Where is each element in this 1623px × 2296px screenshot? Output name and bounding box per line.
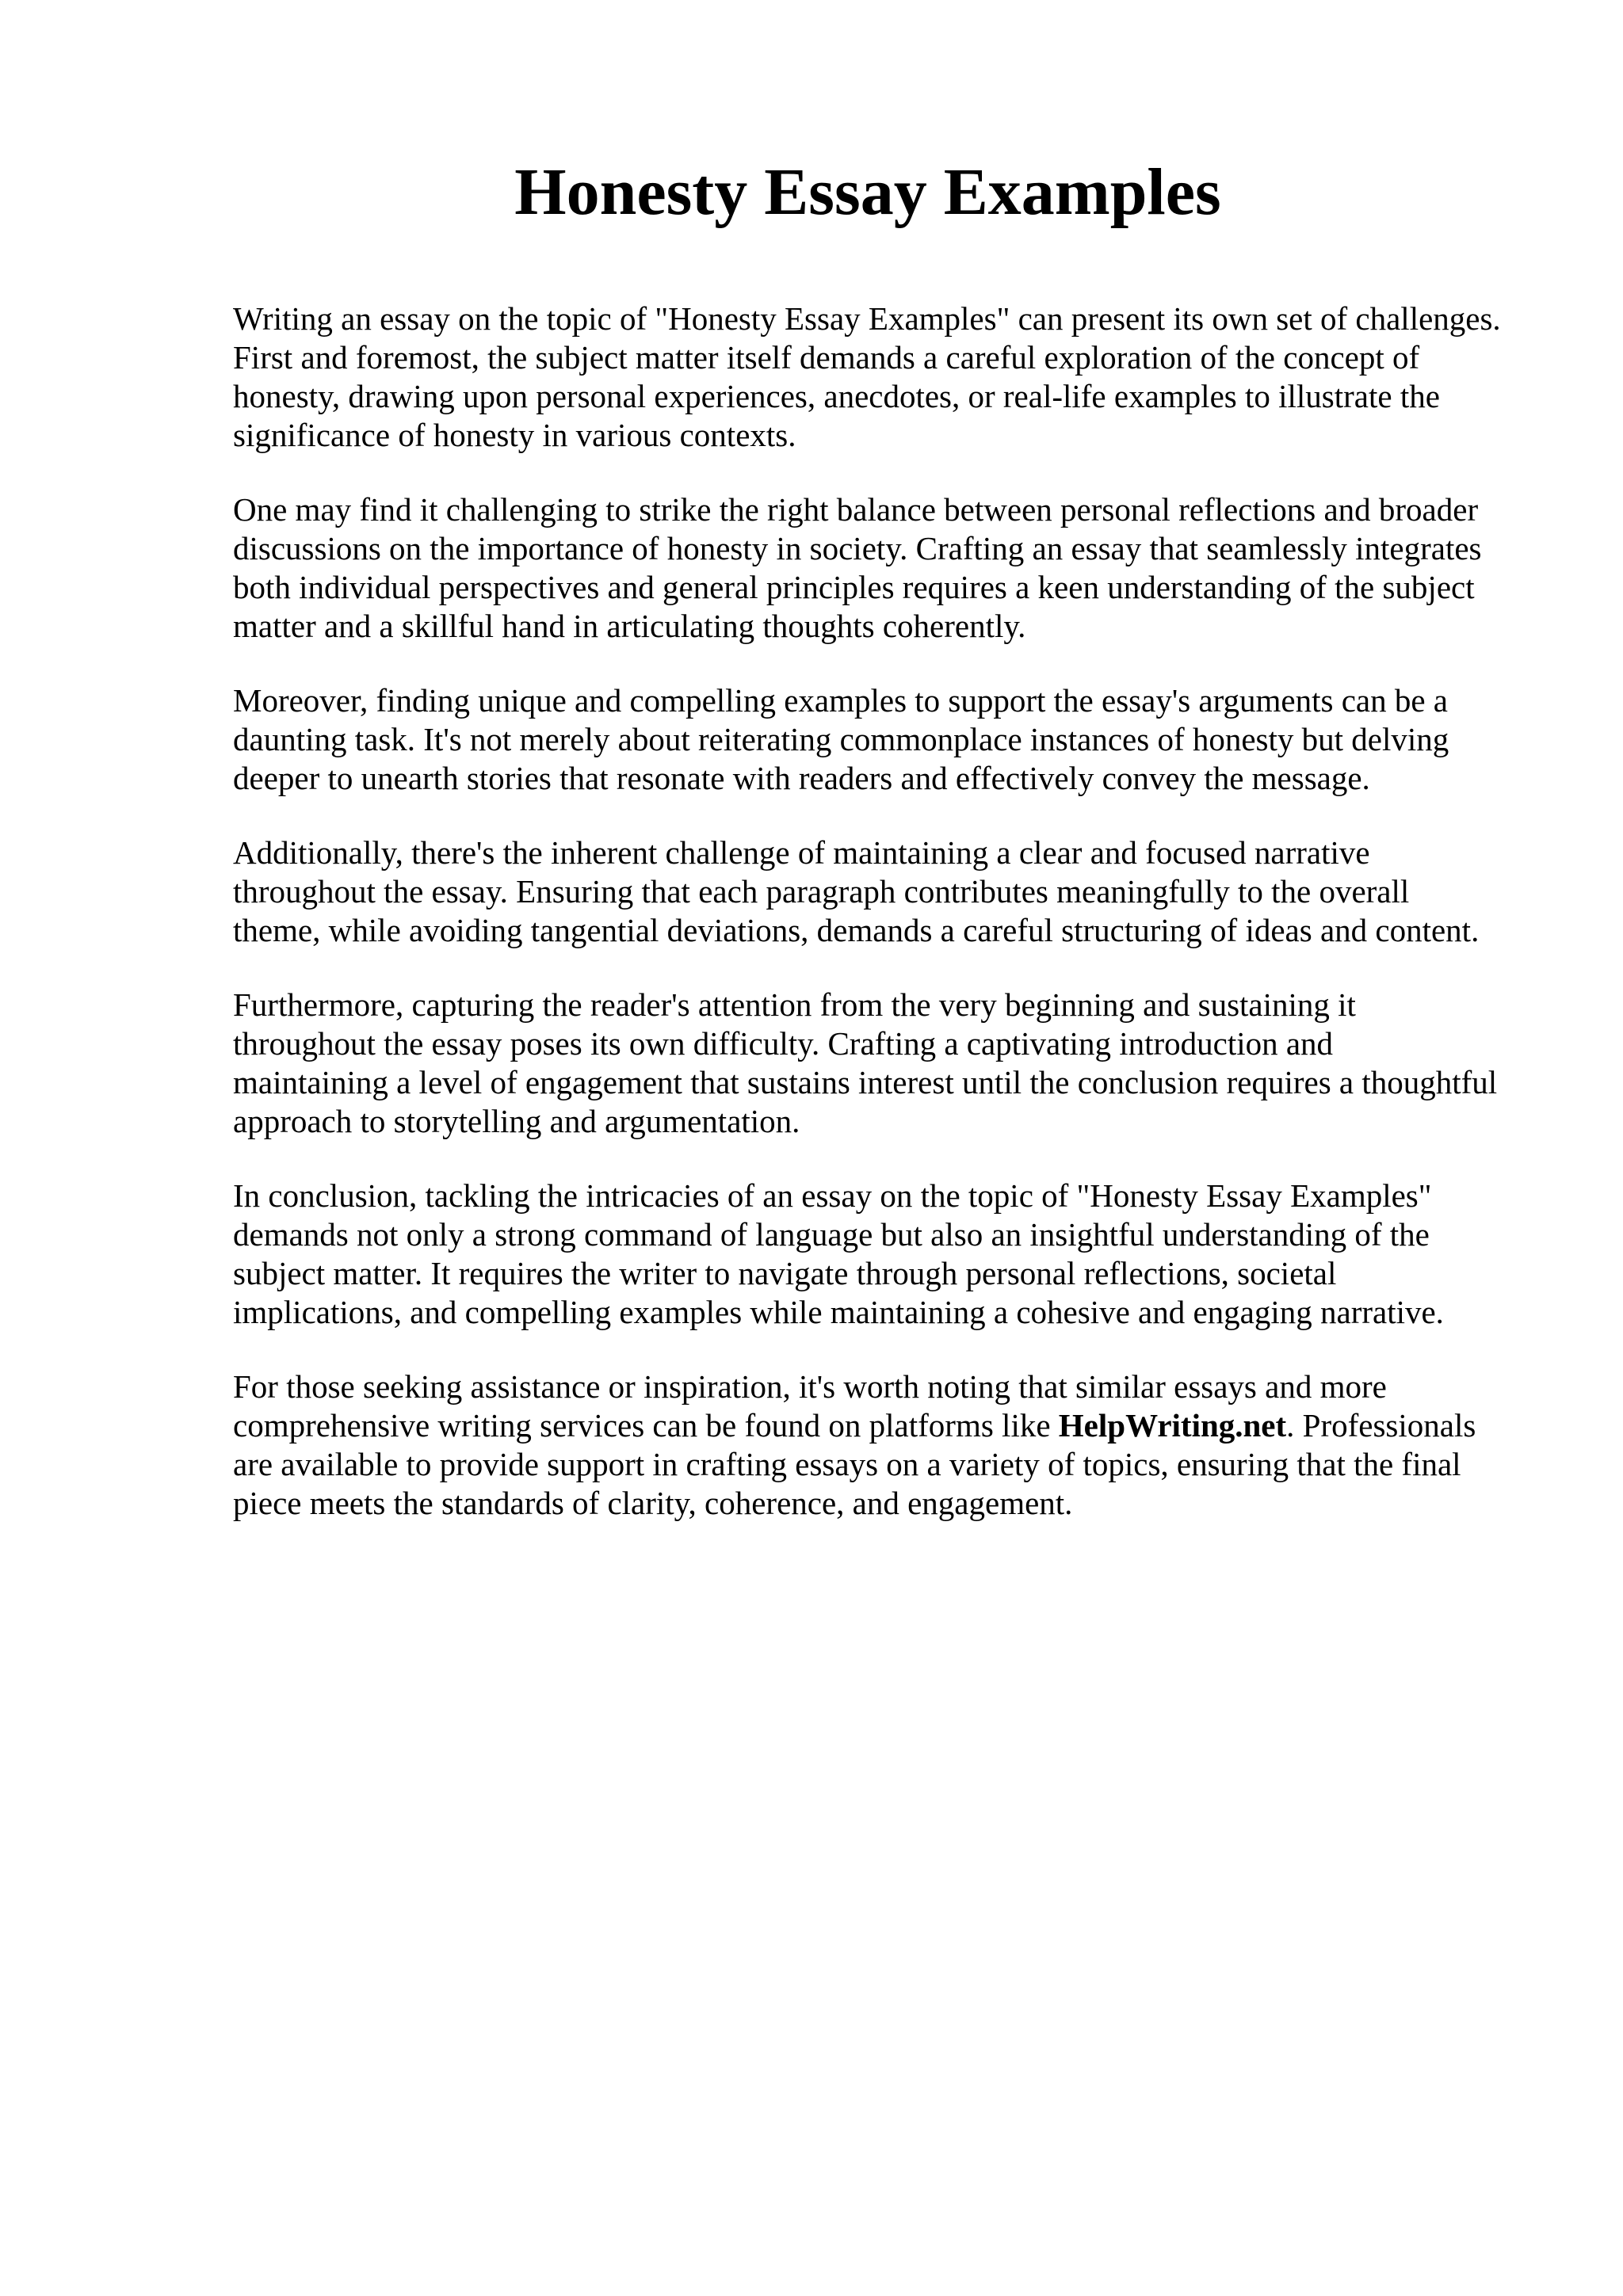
text-line: subject matter. It requires the writer to navigate through personal reflections, societal — [233, 1255, 1337, 1291]
text-line: matter and a skillful hand in articulating thoughts coherently. — [233, 608, 1026, 644]
text-line: In conclusion, tackling the intricacies of an essay on the topic of "Honesty Essay Examples" — [233, 1177, 1432, 1214]
text-line: both individual perspectives and general principles requires a keen understanding of the subject — [233, 569, 1475, 605]
text-line — [233, 1406, 1533, 1445]
text-line: throughout the essay. Ensuring that each paragraph contributes meaningfully to the overall — [233, 873, 1410, 910]
text-line: Writing an essay on the topic of "Honesty Essay Examples" can present its own set of challenges. — [233, 300, 1501, 337]
paragraph-5 — [233, 986, 1533, 1141]
text-line: approach to storytelling and argumentation. — [233, 1103, 800, 1139]
text-line: Additionally, there's the inherent challenge of maintaining a clear and focused narrative — [233, 834, 1370, 871]
text-line: theme, while avoiding tangential deviations, demands a careful structuring of ideas and content. — [233, 912, 1480, 948]
text-line: implications, and compelling examples while maintaining a cohesive and engaging narrative. — [233, 1294, 1444, 1330]
paragraph-7 — [233, 1367, 1533, 1523]
paragraph-2 — [233, 490, 1533, 646]
text-line: throughout the essay poses its own difficulty. Crafting a captivating introduction and — [233, 1025, 1334, 1062]
text-line: are available to provide support in crafting essays on a variety of topics, ensuring that the final — [233, 1446, 1461, 1482]
text-line: demands not only a strong command of language but also an insightful understanding of the — [233, 1216, 1430, 1253]
text-line: Furthermore, capturing the reader's attention from the very beginning and sustaining it — [233, 986, 1356, 1023]
text-line: One may find it challenging to strike the right balance between personal reflections and broader — [233, 491, 1479, 528]
text-line: Moreover, finding unique and compelling examples to support the essay's arguments can be a — [233, 682, 1448, 719]
text-line: maintaining a level of engagement that sustains interest until the conclusion requires a thoughtful — [233, 1064, 1498, 1100]
paragraph-4 — [233, 833, 1533, 950]
text-line: daunting task. It's not merely about reiterating commonplace instances of honesty but delving — [233, 721, 1449, 757]
text-segment: . Professionals — [1286, 1407, 1476, 1444]
text-segment: comprehensive writing services can be found on platforms like — [233, 1407, 1059, 1444]
paragraph-3 — [233, 681, 1533, 798]
helpwriting-link[interactable]: HelpWriting.net — [1058, 1407, 1287, 1444]
text-line: discussions on the importance of honesty in society. Crafting an essay that seamlessly integrates — [233, 530, 1482, 566]
text-line: honesty, drawing upon personal experiences, anecdotes, or real-life examples to illustrate the — [233, 378, 1440, 414]
page-title: Honesty Essay Examples — [514, 155, 1221, 229]
essay-body — [233, 299, 1533, 1558]
text-line: For those seeking assistance or inspiration, it's worth noting that similar essays and more — [233, 1368, 1387, 1405]
paragraph-6 — [233, 1177, 1533, 1332]
text-line: deeper to unearth stories that resonate with readers and effectively convey the message. — [233, 760, 1370, 796]
text-line: piece meets the standards of clarity, coherence, and engagement. — [233, 1485, 1073, 1521]
text-line: significance of honesty in various contexts. — [233, 417, 796, 453]
paragraph-1 — [233, 299, 1533, 455]
text-line: First and foremost, the subject matter itself demands a careful exploration of the concept of — [233, 339, 1420, 376]
